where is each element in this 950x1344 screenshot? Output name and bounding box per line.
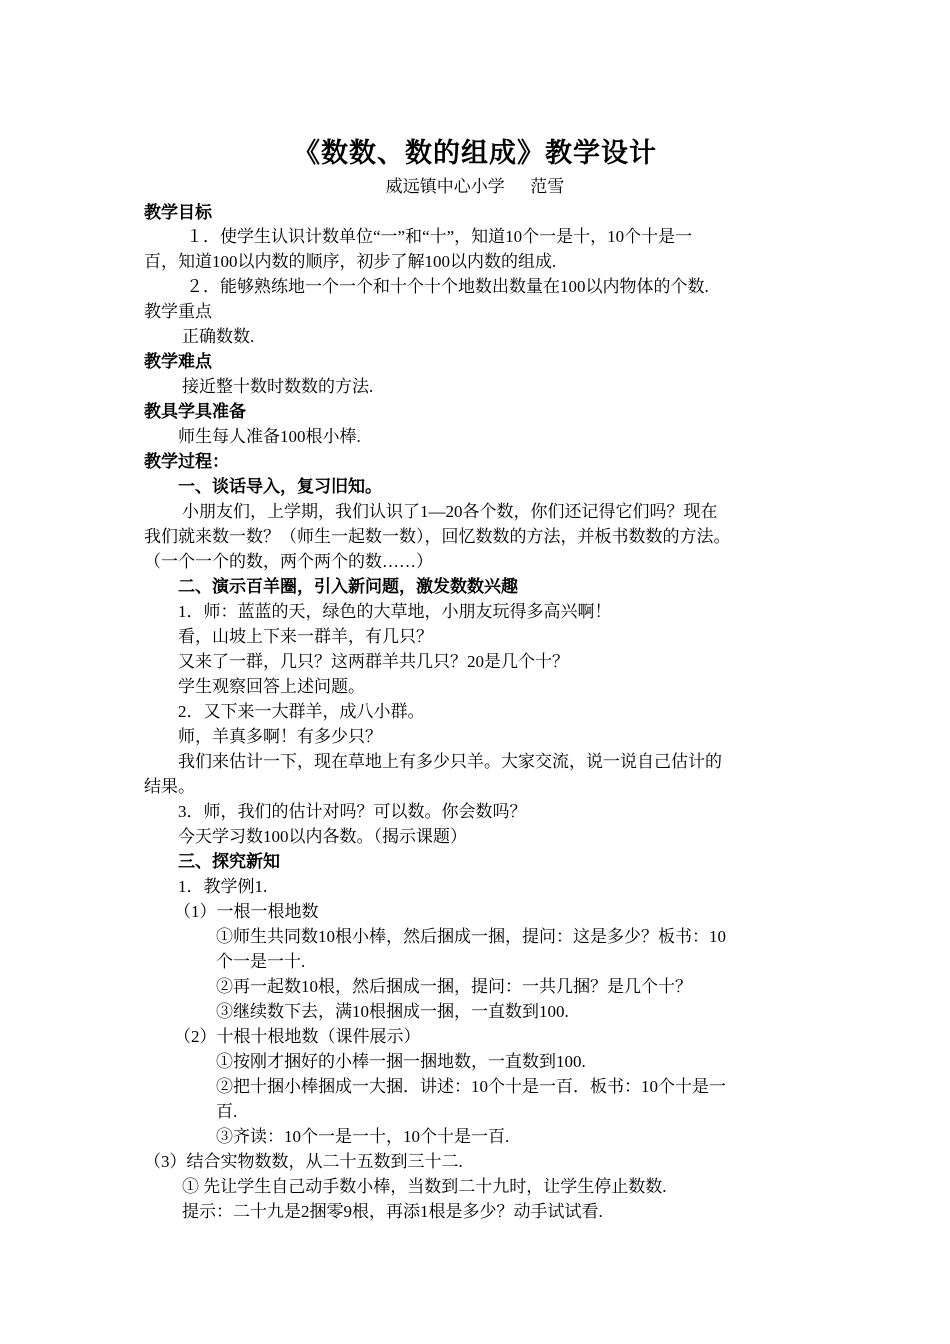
body-line: 师，羊真多啊！有多少只？ xyxy=(178,727,382,746)
body-line: 百，知道100以内数的顺序，初步了解100以内数的组成. xyxy=(144,252,557,271)
body-line: 接近整十数时数数的方法. xyxy=(182,377,374,396)
body-line: ②再一起数10根，然后捆成一捆，提问：一共几捆？是几个十？ xyxy=(216,977,692,996)
body-line: １．使学生认识计数单位“一”和“十”，知道10个一是十，10个十是一 xyxy=(186,227,693,246)
body-line: （1）一根一根地数 xyxy=(174,902,319,921)
body-line: ②把十捆小棒捆成一大捆．讲述：10个十是一百．板书：10个十是一 xyxy=(216,1077,726,1096)
author-line xyxy=(0,175,950,199)
body-line: 小朋友们，上学期，我们认识了1—20各个数，你们还记得它们吗？现在 xyxy=(182,502,718,521)
body-line: 百. xyxy=(216,1102,238,1121)
body-line: 结果。 xyxy=(144,777,195,796)
body-line: ①按刚才捆好的小棒一捆一捆地数，一直数到100. xyxy=(216,1052,586,1071)
body-line: （3）结合实物数数，从二十五数到三十二. xyxy=(144,1152,463,1171)
section-heading-goals: 教学目标 xyxy=(144,203,212,222)
body-line: 1．师：蓝蓝的天，绿色的大草地，小朋友玩得多高兴啊！ xyxy=(178,602,612,621)
body-line: ③继续数下去，满10根捆成一捆，一直数到100. xyxy=(216,1002,569,1021)
body-line: 3．师，我们的估计对吗？可以数。你会数吗？ xyxy=(178,802,527,821)
body-line: 我们来估计一下，现在草地上有多少只羊。大家交流，说一说自己估计的 xyxy=(178,752,722,771)
body-line: ① 先让学生自己动手数小棒，当数到二十九时，让学生停止数数. xyxy=(182,1177,667,1196)
body-line: ③齐读：10个一是一十，10个十是一百. xyxy=(216,1127,510,1146)
body-line: 师生每人准备100根小棒. xyxy=(178,427,361,446)
body-line: 提示：二十九是2捆零9根，再添1根是多少？动手试试看. xyxy=(182,1202,603,1221)
subsection-heading: 二、演示百羊圈，引入新问题，激发数数兴趣 xyxy=(178,577,518,596)
body-line: 今天学习数100以内各数。（揭示课题） xyxy=(178,827,467,846)
body-line: ２．能够熟练地一个一个和十个十个地数出数量在100以内物体的个数. xyxy=(186,277,709,296)
body-line: 学生观察回答上述问题。 xyxy=(178,677,365,696)
subsection-heading: 一、谈话导入，复习旧知。 xyxy=(178,477,382,496)
school-name: 威远镇中心小学 xyxy=(385,177,505,196)
body-line: 又来了一群，几只？这两群羊共几只？20是几个十？ xyxy=(178,652,569,671)
section-heading-difficulties: 教学难点 xyxy=(144,352,212,371)
body-line: ①师生共同数10根小棒，然后捆成一捆，提问：这是多少？板书：10 xyxy=(216,927,726,946)
body-line: 正确数数. xyxy=(182,327,255,346)
author-name: 范雪 xyxy=(530,177,565,196)
document-title: 《数数、数的组成》教学设计 xyxy=(293,138,657,168)
body-line: 我们就来数一数？（师生一起数一数），回忆数数的方法，并板书数数的方法。 xyxy=(144,527,731,546)
section-heading-process: 教学过程： xyxy=(144,452,229,471)
body-line: 2．又下来一大群羊，成八小群。 xyxy=(178,702,425,721)
subsection-heading: 三、探究新知 xyxy=(178,852,280,871)
body-line: 看，山坡上下来一群羊，有几只？ xyxy=(178,627,433,646)
body-line: 1．教学例1. xyxy=(178,877,268,896)
body-line: （2）十根十根地数（课件展示） xyxy=(174,1027,421,1046)
body-line: （一个一个的数，两个两个的数……） xyxy=(144,552,433,571)
section-heading-key-points: 教学重点 xyxy=(144,302,212,321)
section-heading-materials: 教具学具准备 xyxy=(144,402,246,421)
body-line: 个一是一十. xyxy=(216,952,306,971)
